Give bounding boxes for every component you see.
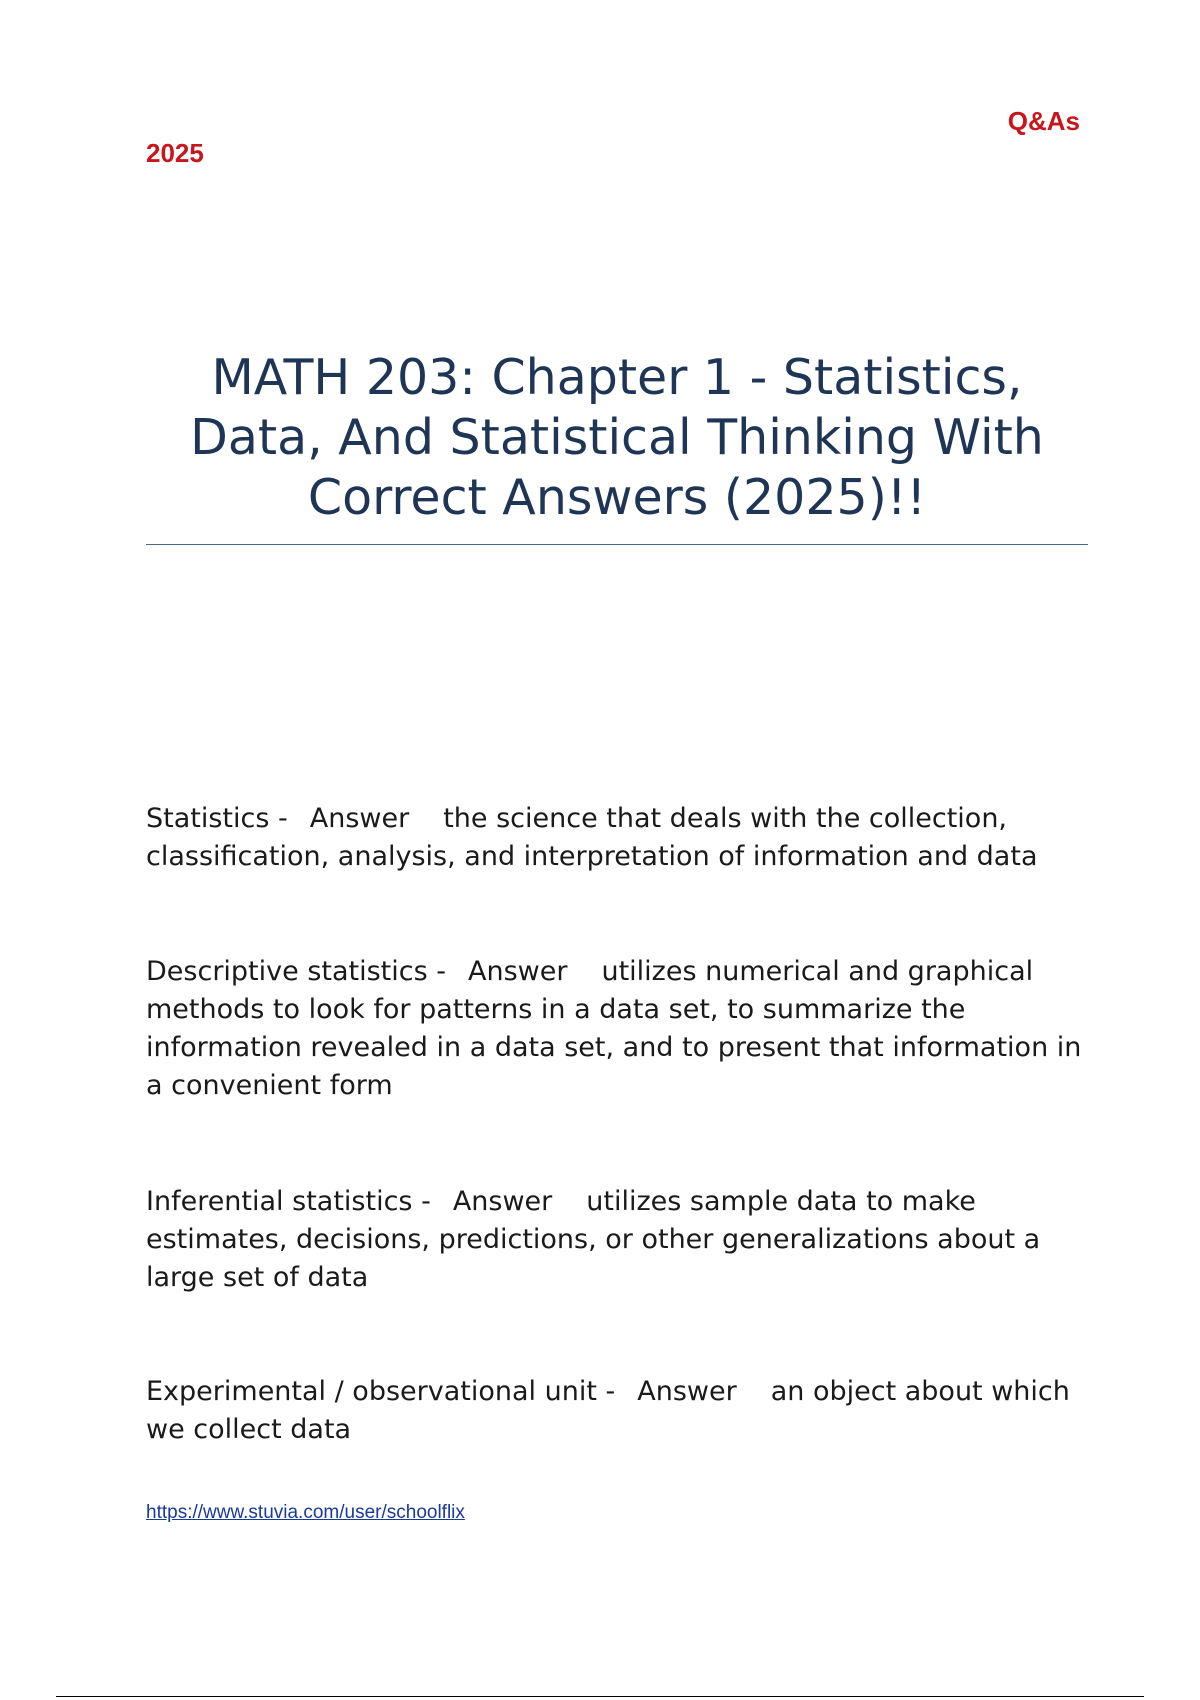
qa-answer-text: utilizes numerical and graphical methods to look for patterns in a data set, to summarize the information revealed in a data set, and to present that information in a convenient form — [146, 956, 1082, 1101]
qa-item-descriptive-statistics — [146, 953, 1096, 1105]
qa-term: Experimental / observational unit - — [146, 1376, 616, 1407]
stuvia-profile-link[interactable]: https://www.stuvia.com/user/schoolflix — [146, 1502, 465, 1523]
qa-answer-text: utilizes sample data to make estimates, decisions, predictions, or other generalizations about a large set of data — [146, 1186, 1041, 1293]
qa-answer-label: Answer — [452, 1186, 553, 1217]
qa-answer-text: an object about which we collect data — [146, 1376, 1070, 1445]
title-underline — [146, 544, 1088, 545]
qa-term: Descriptive statistics - — [146, 956, 446, 987]
header-qas-label: Q&As — [1007, 106, 1080, 136]
bottom-divider — [56, 1696, 1144, 1697]
title-block — [146, 348, 1088, 545]
qa-item-inferential-statistics — [146, 1183, 1096, 1297]
qa-answer-text: the science that deals with the collection, classification, analysis, and interpretation of information and data — [146, 803, 1038, 872]
qa-answer-label: Answer — [309, 803, 410, 834]
qa-item-statistics — [146, 800, 1096, 876]
header-year-label: 2025 — [146, 138, 204, 168]
document-title: MATH 203: Chapter 1 - Statistics, Data, And Statistical Thinking With Correct Answers (2025)!! — [190, 349, 1044, 526]
qa-item-experimental-unit — [146, 1373, 1096, 1449]
qa-answer-label: Answer — [468, 956, 568, 987]
qa-answer-label: Answer — [637, 1376, 737, 1407]
qa-term: Statistics - — [146, 803, 288, 834]
qa-term: Inferential statistics - — [146, 1186, 431, 1217]
